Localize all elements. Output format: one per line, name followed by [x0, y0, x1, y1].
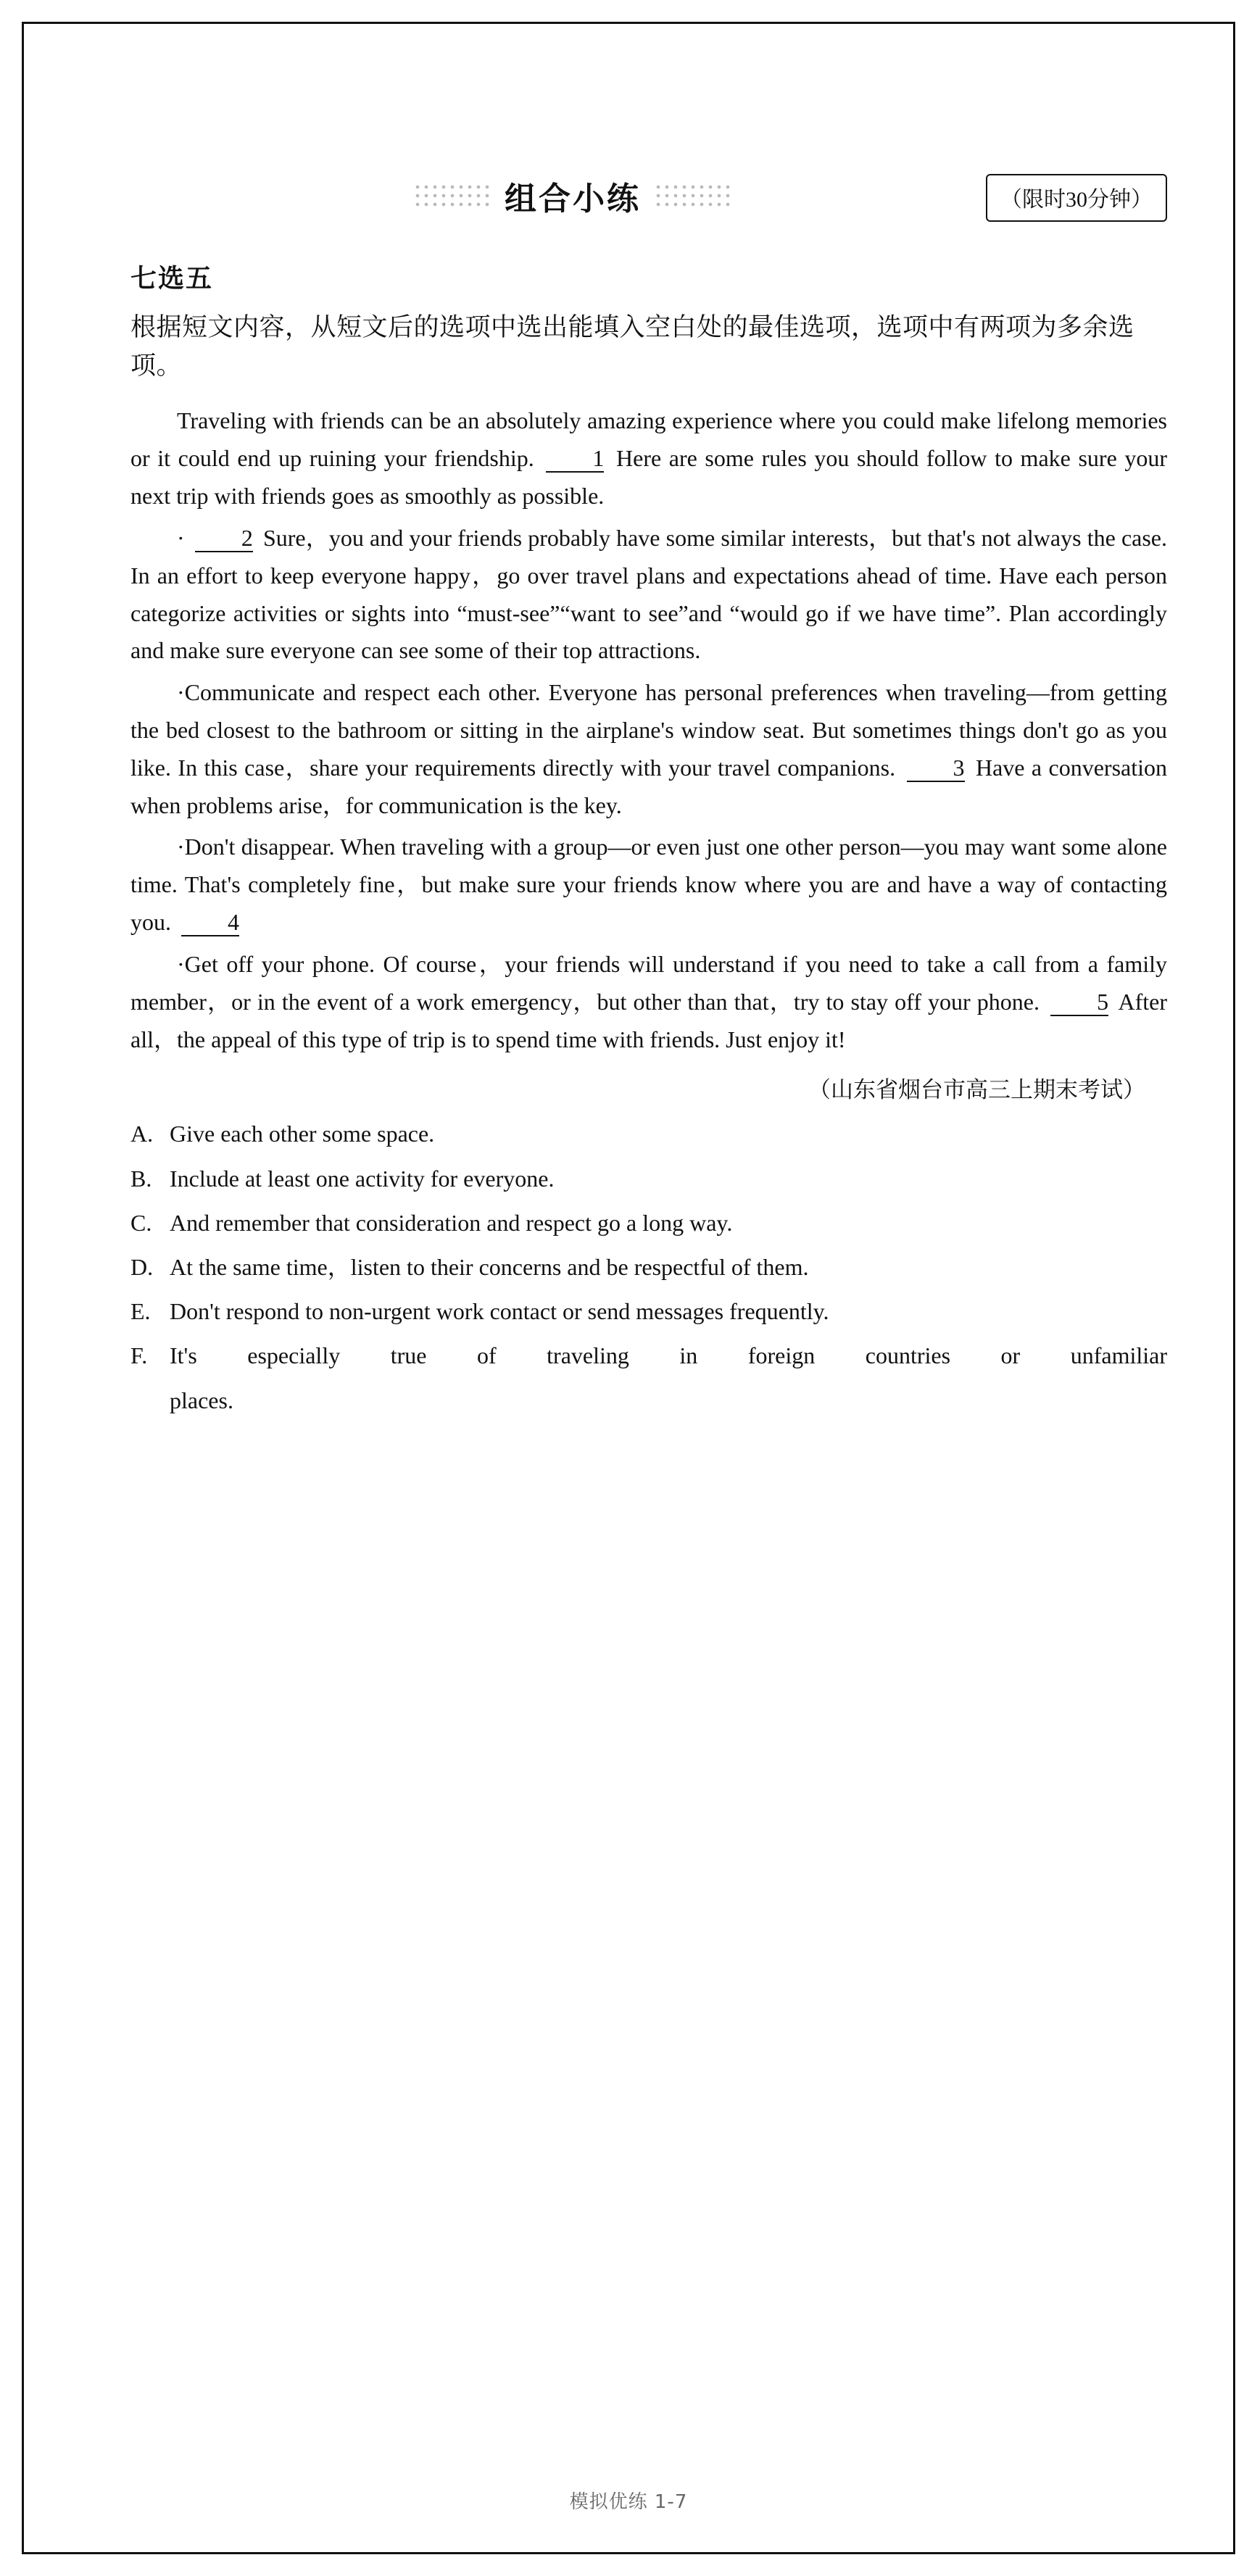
paragraph-1-text-b: Here are some rules you should follow to make sure your next trip with friends goes as smoothly as possible. [130, 445, 1168, 510]
paragraph-4-text-a: ·Don't disappear. When traveling with a group—or even just one other person—you may want some alone time. That's completely fine，but make sure your friends know where you are and have a way of contacting you. [130, 834, 1167, 936]
bullet-icon-2: · [177, 524, 185, 551]
passage-paragraph-3 [130, 674, 1167, 824]
page-footer: 模拟优练 1-7 [569, 2491, 688, 2513]
passage-paragraph-2 [130, 520, 1167, 670]
option-text-b: Include at least one activity for everyone. [170, 1165, 555, 1192]
page-title: 组合小练 [505, 180, 641, 217]
header-title-group [413, 173, 732, 219]
section-title: 七选五 [130, 264, 214, 294]
options-list [130, 1115, 1167, 1418]
option-item-b[interactable] [130, 1160, 1167, 1197]
paragraph-5-text-b: After all，the appeal of this type of trip is to spend time with friends. Just enjoy it! [130, 988, 1167, 1052]
paragraph-2-text: Sure，you and your friends probably have some similar interests，but that's not always the case. In an effort to keep everyone happy，go over travel plans and expectations ahead of time. Have each person categorize activities or sights into “must-see”“want to see”and “would go if we have time”. Plan accordingly and make sure everyone can see some of their top attractions. [130, 524, 1168, 664]
option-text-c: And remember that consideration and respect go a long way. [170, 1209, 733, 1236]
paragraph-3-text-b: Have a conversation when problems arise，for communication is the key. [130, 754, 1168, 818]
option-text-e: Don't respond to non-urgent work contact or send messages frequently. [170, 1298, 829, 1325]
dot-pattern-left-icon [413, 181, 491, 210]
paragraph-3-text-a: ·Communicate and respect each other. Everyone has personal preferences when traveling—from getting the bed closest to the bathroom or sitting in the airplane's window seat. But sometimes things don't go as you like. In this case，share your requirements directly with your travel companions. [130, 679, 1167, 781]
option-text-a: Give each other some space. [170, 1121, 435, 1147]
option-letter-d: D. [130, 1254, 154, 1281]
option-item-a[interactable] [130, 1115, 1167, 1152]
passage-source: （山东省烟台市高三上期末考试） [808, 1077, 1145, 1103]
blank-1[interactable]: 1 [546, 446, 604, 473]
option-item-c[interactable] [130, 1205, 1167, 1242]
option-letter-a: A. [130, 1121, 154, 1147]
blank-2[interactable]: 2 [195, 525, 253, 552]
option-text-f: It's especially true of traveling in foreign countries or unfamiliar [170, 1342, 1167, 1369]
section-instructions: 根据短文内容，从短文后的选项中选出能填入空白处的最佳选项，选项中有两项为多余选项。 [130, 313, 1134, 381]
dot-pattern-right-icon [654, 181, 732, 210]
paragraph-1-text-a: Traveling with friends can be an absolutely amazing experience where you could make lifelong memories or it could end up ruining your friendship. [130, 407, 1167, 472]
option-item-e[interactable] [130, 1293, 1167, 1330]
option-letter-f: F. [130, 1342, 148, 1369]
option-item-d[interactable] [130, 1249, 1167, 1286]
page-content [130, 152, 1167, 1419]
header [130, 152, 1167, 239]
blank-3[interactable]: 3 [907, 755, 965, 782]
passage-paragraph-1 [130, 402, 1167, 515]
passage-paragraph-5 [130, 946, 1167, 1058]
option-letter-c: C. [130, 1209, 152, 1236]
blank-4[interactable]: 4 [181, 910, 239, 936]
passage-paragraph-4 [130, 828, 1167, 941]
option-letter-b: B. [130, 1165, 152, 1192]
blank-5[interactable]: 5 [1050, 989, 1108, 1016]
option-text-d: At the same time，listen to their concerns and be respectful of them. [170, 1254, 809, 1281]
time-limit-badge: （限时30分钟） [986, 174, 1167, 222]
option-item-f[interactable] [130, 1337, 1167, 1418]
option-text-f-line2: places. [170, 1387, 233, 1413]
paragraph-5-text-a: ·Get off your phone. Of course，your friends will understand if you need to take a call from a family member，or in the event of a work emergency，but other than that，try to stay off your phone. [130, 950, 1168, 1015]
option-letter-e: E. [130, 1298, 151, 1325]
